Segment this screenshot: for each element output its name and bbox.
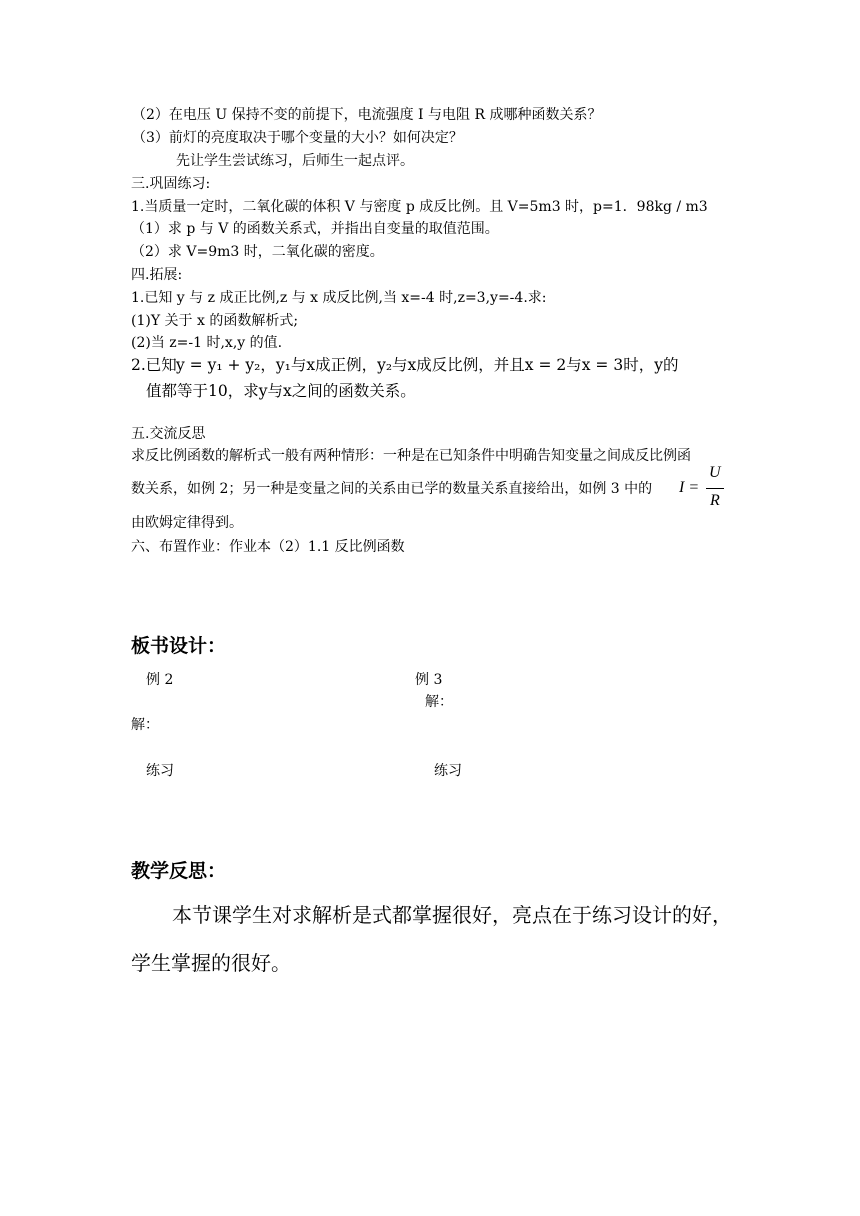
board-design-heading: 板书设计：	[131, 635, 227, 657]
teacher-note: 先让学生尝试练习，后师生一起点评。	[176, 153, 414, 169]
extension-2-equation: y = y₁ + y₂，y₁与x成正例，y₂与x成反比例，并且x = 2与x = 3时，y的	[176, 356, 679, 374]
extension-2-prefix: 2.已知	[131, 356, 177, 374]
exercise-1-part-2: （2）求 V=9m3 时，二氧化碳的密度。	[131, 244, 384, 260]
fraction-denominator: R	[710, 492, 720, 509]
board-example-2: 例 2	[146, 672, 174, 688]
section-5-title: 五.交流反思	[131, 426, 206, 442]
board-solution-right: 解：	[425, 694, 453, 710]
exercise-1-part-1: （1）求 p 与 V 的函数关系式，并指出自变量的取值范围。	[131, 221, 499, 237]
exercise-1: 1.当质量一定时，二氧化碳的体积 V 与密度 p 成反比例。且 V=5m3 时，p=1．98kg / m3	[131, 199, 708, 215]
question-3: （3）前灯的亮度取决于哪个变量的大小？如何决定？	[132, 130, 463, 146]
section-6-homework: 六、布置作业：作业本（2）1.1 反比例函数	[131, 539, 405, 555]
board-practice-left: 练习	[146, 763, 174, 779]
ohm-law-symbol: I =	[679, 479, 700, 496]
extension-1-part-1: (1)Y 关于 x 的函数解析式;	[131, 313, 299, 329]
reflection-text-1: 求反比例函数的解析式一般有两种情形：一种是在已知条件中明确告知变量之间成反比例函	[131, 448, 691, 464]
fraction-numerator: U	[709, 464, 721, 481]
extension-1-part-2: (2)当 z=-1 时,x,y 的值.	[131, 335, 283, 351]
teaching-reflection-heading: 教学反思：	[131, 860, 227, 882]
reflection-text-2: 数关系，如例 2；另一种是变量之间的关系由已学的数量关系直接给出，如例 3 中的	[131, 481, 653, 497]
teaching-reflection-line-2: 学生掌握的很好。	[131, 951, 291, 975]
question-2: （2）在电压 U 保持不变的前提下，电流强度 I 与电阻 R 成哪种函数关系？	[132, 107, 602, 123]
fraction-bar	[706, 488, 724, 489]
board-solution-left: 解：	[131, 717, 159, 733]
section-4-title: 四.拓展:	[131, 267, 183, 283]
extension-2-continuation: 值都等于10，求y与x之间的函数关系。	[146, 382, 416, 400]
reflection-text-3: 由欧姆定律得到。	[131, 515, 243, 531]
section-3-title: 三.巩固练习:	[131, 176, 211, 192]
board-example-3: 例 3	[415, 672, 443, 688]
teaching-reflection-line-1: 本节课学生对求解析是式都掌握很好，亮点在于练习设计的好，	[172, 903, 732, 927]
board-practice-right: 练习	[434, 763, 462, 779]
extension-1: 1.已知 y 与 z 成正比例,z 与 x 成反比例,当 x=-4 时,z=3,y=-4.求:	[131, 290, 547, 306]
